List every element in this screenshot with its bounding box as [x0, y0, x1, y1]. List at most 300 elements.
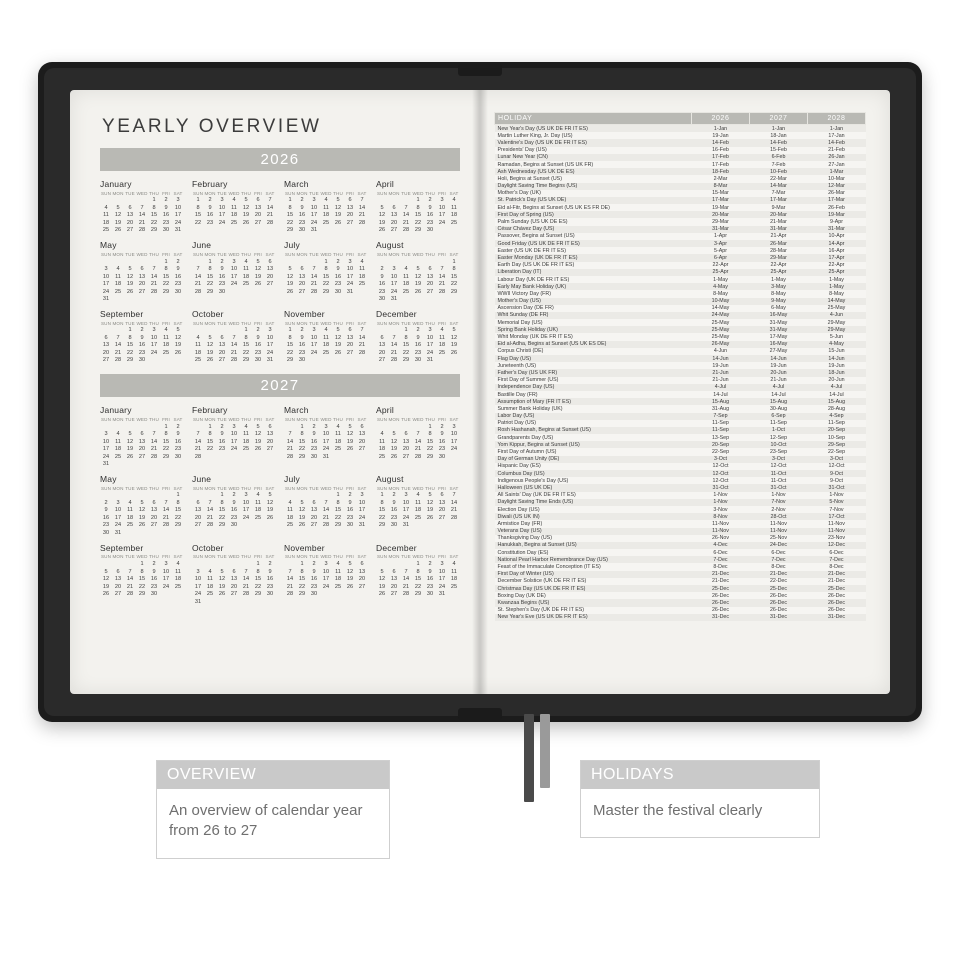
- weekday-label: FRI: [346, 416, 354, 422]
- holiday-date: 14-Jun: [692, 355, 750, 362]
- day-cell: 8: [416, 204, 420, 211]
- day-cell: 19: [218, 583, 226, 590]
- holiday-name: First Day of Autumn (US): [495, 448, 692, 455]
- day-cell: 19: [114, 219, 122, 226]
- day-cell: 12: [298, 507, 306, 514]
- day-cell: 29: [218, 522, 226, 529]
- holiday-name: Daylight Saving Time Ends (US): [495, 499, 692, 506]
- day-cell: 10: [230, 431, 238, 438]
- day-cell: 10: [230, 266, 238, 273]
- holiday-date: 25-Nov: [750, 535, 808, 542]
- months-grid: [100, 179, 460, 364]
- holiday-name: Ascension Day (DE FR): [495, 305, 692, 312]
- weekday-label: WED: [412, 554, 424, 560]
- day-cell: 11: [231, 204, 237, 211]
- day-cell: 29: [126, 357, 134, 364]
- weekday-label: FRI: [254, 190, 262, 196]
- holiday-date: 1-Jan: [808, 125, 866, 133]
- day-cell: 19: [298, 514, 306, 521]
- table-row: [495, 240, 866, 247]
- holiday-date: 25-Dec: [692, 585, 750, 592]
- day-cell: 16: [414, 342, 422, 349]
- day-cell: 2: [300, 327, 304, 334]
- table-header-row: [495, 113, 866, 125]
- holiday-date: 1-Jan: [692, 125, 750, 133]
- weekday-header: [376, 252, 460, 258]
- holiday-date: 3-Oct: [808, 456, 866, 463]
- day-cell: 5: [428, 492, 432, 499]
- day-cell: 22: [414, 219, 422, 226]
- holiday-date: 8-May: [692, 290, 750, 297]
- day-cell: 23: [150, 583, 158, 590]
- day-cell: 17: [322, 576, 330, 583]
- day-blank: [204, 327, 216, 334]
- day-cell: 24: [310, 219, 318, 226]
- day-cell: 13: [114, 576, 122, 583]
- day-cell: 13: [266, 431, 274, 438]
- holiday-date: 4-Jul: [692, 384, 750, 391]
- day-cell: 26: [206, 357, 214, 364]
- day-cell: 26: [450, 349, 458, 356]
- holiday-date: 4-Jul: [750, 384, 808, 391]
- holiday-name: Father's Day (US UK FR): [495, 369, 692, 376]
- day-cell: 28: [414, 453, 422, 460]
- holiday-date: 1-May: [808, 276, 866, 283]
- month-name: November: [284, 542, 325, 553]
- day-cell: 4: [288, 499, 292, 506]
- weekday-label: FRI: [346, 251, 354, 257]
- day-cell: 11: [287, 507, 293, 514]
- table-row: [495, 571, 866, 578]
- weekday-label: FRI: [438, 554, 446, 560]
- day-cell: 1: [288, 327, 292, 334]
- day-cell: 23: [218, 446, 226, 453]
- day-cell: 21: [358, 342, 366, 349]
- day-cell: 7: [404, 204, 408, 211]
- day-cell: 13: [402, 438, 410, 445]
- weekday-label: FRI: [162, 554, 170, 560]
- day-cell: 28: [358, 219, 366, 226]
- day-cell: 17: [162, 576, 170, 583]
- callout-holidays: [580, 760, 820, 838]
- table-row: [495, 535, 866, 542]
- day-cell: 14: [162, 507, 170, 514]
- weekday-label: TUE: [401, 190, 411, 196]
- day-cell: 20: [102, 349, 110, 356]
- day-cell: 22: [138, 583, 146, 590]
- callout-holidays-title: HOLIDAYS: [581, 761, 819, 789]
- day-cell: 18: [114, 281, 122, 288]
- day-cell: 1: [152, 197, 156, 204]
- day-blank: [216, 561, 228, 568]
- holiday-name: Ramadan, Begins at Sunset (US UK FR): [495, 161, 692, 168]
- day-cell: 11: [207, 576, 213, 583]
- day-grid: [192, 561, 276, 605]
- holiday-date: 17-Jan: [808, 132, 866, 139]
- holiday-date: 11-Nov: [692, 520, 750, 527]
- day-blank: [284, 259, 296, 266]
- holiday-date: 22-Dec: [750, 578, 808, 585]
- day-cell: 2: [220, 258, 224, 265]
- weekday-header: [376, 191, 460, 197]
- weekday-label: WED: [412, 485, 424, 491]
- day-cell: 10: [150, 334, 158, 341]
- day-cell: 15: [286, 342, 294, 349]
- day-cell: 1: [288, 197, 292, 204]
- day-cell: 3: [440, 197, 444, 204]
- day-cell: 3: [152, 327, 156, 334]
- day-cell: 29: [402, 357, 410, 364]
- holiday-date: 26-May: [692, 341, 750, 348]
- day-cell: 25: [322, 219, 330, 226]
- weekday-header: [192, 554, 276, 560]
- day-cell: 11: [415, 499, 421, 506]
- table-row: [495, 305, 866, 312]
- table-row: [495, 190, 866, 197]
- table-row: [495, 556, 866, 563]
- day-cell: 7: [128, 568, 132, 575]
- day-cell: 11: [335, 568, 341, 575]
- day-cell: 27: [138, 288, 146, 295]
- day-blank: [284, 492, 296, 499]
- holiday-date: 8-Dec: [750, 563, 808, 570]
- day-cell: 12: [114, 212, 122, 219]
- day-cell: 18: [242, 438, 250, 445]
- holiday-date: 22-Sep: [692, 448, 750, 455]
- day-cell: 22: [450, 281, 458, 288]
- day-cell: 24: [426, 349, 434, 356]
- day-cell: 1: [404, 327, 408, 334]
- day-blank: [136, 197, 148, 204]
- holiday-date: 15-Aug: [808, 398, 866, 405]
- month-name: April: [376, 179, 395, 189]
- day-cell: 16: [218, 273, 226, 280]
- table-row: [495, 139, 866, 146]
- day-cell: 21: [358, 212, 366, 219]
- holiday-date: 14-Jun: [808, 355, 866, 362]
- day-cell: 27: [358, 583, 366, 590]
- day-cell: 10: [310, 204, 318, 211]
- holiday-date: 1-May: [808, 283, 866, 290]
- holiday-date: 7-Nov: [808, 506, 866, 513]
- day-cell: 12: [390, 438, 398, 445]
- day-cell: 24: [114, 522, 122, 529]
- holiday-name: Eid al-Adha, Begins at Sunset (US UK ES DE): [495, 341, 692, 348]
- day-cell: 24: [230, 281, 238, 288]
- day-cell: 16: [298, 342, 306, 349]
- day-cell: 15: [378, 507, 386, 514]
- day-cell: 15: [138, 576, 146, 583]
- day-cell: 17: [102, 281, 110, 288]
- day-cell: 2: [164, 197, 168, 204]
- day-cell: 30: [414, 357, 422, 364]
- weekday-label: TUE: [217, 251, 227, 257]
- day-cell: 17: [114, 514, 122, 521]
- day-cell: 30: [298, 357, 306, 364]
- table-row: [495, 484, 866, 491]
- day-cell: 29: [242, 357, 250, 364]
- weekday-label: FRI: [162, 485, 170, 491]
- day-cell: 6: [128, 204, 132, 211]
- day-cell: 9: [164, 204, 168, 211]
- day-cell: 2: [312, 561, 316, 568]
- day-cell: 20: [346, 342, 354, 349]
- weekday-label: SAT: [173, 190, 183, 196]
- weekday-label: TUE: [309, 554, 319, 560]
- weekday-label: MON: [388, 554, 400, 560]
- weekday-header: [284, 554, 368, 560]
- day-grid: [376, 424, 460, 461]
- table-row: [495, 362, 866, 369]
- day-cell: 5: [220, 568, 224, 575]
- holiday-name: Hispanic Day (ES): [495, 463, 692, 470]
- weekday-label: MON: [204, 554, 216, 560]
- day-cell: 21: [150, 281, 158, 288]
- day-cell: 20: [390, 583, 398, 590]
- table-row: [495, 377, 866, 384]
- holiday-date: 13-Sep: [692, 434, 750, 441]
- day-cell: 1: [208, 258, 212, 265]
- day-cell: 23: [426, 219, 434, 226]
- day-cell: 8: [336, 499, 340, 506]
- day-cell: 22: [206, 446, 214, 453]
- holiday-date: 11-Nov: [692, 528, 750, 535]
- day-cell: 13: [126, 212, 134, 219]
- holiday-name: Christmas Day (US UK DE FR IT ES): [495, 585, 692, 592]
- day-cell: 30: [174, 453, 182, 460]
- day-cell: 8: [288, 334, 292, 341]
- weekday-label: THU: [241, 320, 251, 326]
- day-cell: 19: [126, 281, 134, 288]
- page-holidays: [480, 90, 890, 694]
- holiday-date: 12-Mar: [808, 183, 866, 190]
- day-cell: 26: [346, 583, 354, 590]
- callout-holidays-text: Master the festival clearly: [593, 802, 763, 819]
- month-name: December: [376, 309, 417, 320]
- day-blank: [412, 424, 424, 431]
- weekday-label: FRI: [162, 251, 170, 257]
- day-cell: 11: [115, 273, 121, 280]
- holiday-date: 11-Oct: [750, 470, 808, 477]
- day-cell: 28: [286, 453, 294, 460]
- holiday-date: 22-Mar: [750, 175, 808, 182]
- month-calendar: [284, 474, 368, 537]
- day-cell: 10: [114, 507, 122, 514]
- day-cell: 26: [378, 227, 386, 234]
- table-row: [495, 161, 866, 168]
- day-cell: 15: [218, 507, 226, 514]
- weekday-label: MON: [388, 416, 400, 422]
- day-cell: 8: [288, 204, 292, 211]
- day-cell: 3: [324, 561, 328, 568]
- day-cell: 1: [196, 197, 200, 204]
- day-cell: 31: [102, 461, 110, 468]
- day-blank: [376, 327, 388, 334]
- day-cell: 5: [104, 568, 108, 575]
- day-cell: 24: [358, 514, 366, 521]
- weekday-label: WED: [412, 190, 424, 196]
- day-cell: 16: [390, 507, 398, 514]
- day-cell: 17: [438, 212, 446, 219]
- day-cell: 6: [220, 334, 224, 341]
- day-cell: 5: [256, 423, 260, 430]
- day-cell: 19: [286, 281, 294, 288]
- day-cell: 30: [390, 522, 398, 529]
- weekday-label: SUN: [193, 320, 203, 326]
- holiday-name: Presidents' Day (US): [495, 147, 692, 154]
- holiday-date: 14-Jul: [808, 391, 866, 398]
- weekday-label: THU: [149, 554, 159, 560]
- table-row: [495, 226, 866, 233]
- weekday-label: TUE: [217, 554, 227, 560]
- month-name: May: [100, 240, 117, 251]
- table-row: [495, 154, 866, 161]
- day-cell: 15: [150, 212, 158, 219]
- weekday-label: SUN: [193, 416, 203, 422]
- table-row: [495, 470, 866, 477]
- weekday-label: FRI: [254, 320, 262, 326]
- day-cell: 21: [286, 446, 294, 453]
- holiday-date: 4-Jun: [692, 348, 750, 355]
- day-cell: 16: [334, 273, 342, 280]
- weekday-label: WED: [320, 320, 332, 326]
- day-cell: 1: [416, 561, 420, 568]
- day-cell: 19: [254, 438, 262, 445]
- day-cell: 27: [254, 219, 262, 226]
- day-cell: 2: [140, 327, 144, 334]
- day-cell: 15: [242, 342, 250, 349]
- holiday-date: 18-Jun: [808, 369, 866, 376]
- day-cell: 11: [335, 431, 341, 438]
- holiday-date: 16-Apr: [808, 247, 866, 254]
- day-cell: 12: [426, 499, 434, 506]
- holiday-date: 12-Dec: [808, 542, 866, 549]
- day-cell: 31: [174, 227, 182, 234]
- day-blank: [100, 492, 112, 499]
- day-cell: 19: [266, 507, 274, 514]
- holiday-name: Earth Day (US UK DE FR IT ES): [495, 262, 692, 269]
- month-calendar: [284, 405, 368, 468]
- day-cell: 1: [300, 423, 304, 430]
- holiday-date: 6-May: [750, 305, 808, 312]
- day-cell: 8: [164, 431, 168, 438]
- day-cell: 30: [162, 227, 170, 234]
- holiday-date: 29-Sep: [808, 441, 866, 448]
- day-cell: 16: [426, 212, 434, 219]
- day-cell: 7: [360, 197, 364, 204]
- day-cell: 18: [126, 514, 134, 521]
- holiday-date: 2-Mar: [692, 175, 750, 182]
- weekday-label: SUN: [377, 251, 387, 257]
- holiday-name: St. Patrick's Day (US UK DE): [495, 197, 692, 204]
- weekday-label: WED: [320, 416, 332, 422]
- day-grid: [376, 197, 460, 234]
- day-cell: 29: [298, 453, 306, 460]
- day-cell: 5: [244, 197, 248, 204]
- holiday-date: 7-Feb: [750, 161, 808, 168]
- day-cell: 27: [358, 446, 366, 453]
- table-row: [495, 477, 866, 484]
- holiday-date: 14-Jul: [750, 391, 808, 398]
- holiday-date: 3-Apr: [692, 240, 750, 247]
- day-cell: 15: [174, 507, 182, 514]
- day-blank: [136, 492, 148, 499]
- day-cell: 3: [324, 423, 328, 430]
- weekday-label: SAT: [265, 251, 275, 257]
- day-cell: 19: [102, 583, 110, 590]
- day-cell: 26: [126, 453, 134, 460]
- table-row: [495, 290, 866, 297]
- holiday-date: 18-Jan: [750, 132, 808, 139]
- weekday-label: SAT: [173, 251, 183, 257]
- holiday-name: Good Friday (US UK DE FR IT ES): [495, 240, 692, 247]
- day-cell: 8: [452, 266, 456, 273]
- day-cell: 3: [268, 327, 272, 334]
- day-cell: 25: [358, 281, 366, 288]
- holiday-date: 11-Oct: [750, 477, 808, 484]
- weekday-label: TUE: [401, 485, 411, 491]
- day-cell: 5: [268, 492, 272, 499]
- weekday-label: THU: [425, 190, 435, 196]
- day-cell: 27: [230, 591, 238, 598]
- day-cell: 5: [380, 568, 384, 575]
- day-cell: 26: [378, 591, 386, 598]
- day-cell: 14: [450, 499, 458, 506]
- weekday-label: TUE: [309, 251, 319, 257]
- day-cell: 9: [176, 431, 180, 438]
- holiday-name: Easter Monday (UK DE FR IT ES): [495, 254, 692, 261]
- day-cell: 21: [266, 212, 274, 219]
- day-cell: 1: [128, 327, 132, 334]
- holiday-name: Diwali (US UK IN): [495, 513, 692, 520]
- weekday-label: SAT: [265, 416, 275, 422]
- day-cell: 10: [322, 431, 330, 438]
- weekday-label: TUE: [125, 251, 135, 257]
- day-cell: 23: [218, 281, 226, 288]
- month-calendar: [376, 309, 460, 364]
- month-calendar: [284, 240, 368, 303]
- day-cell: 21: [402, 219, 410, 226]
- weekday-label: SAT: [265, 320, 275, 326]
- table-row: [495, 218, 866, 225]
- day-cell: 2: [176, 258, 180, 265]
- day-cell: 11: [359, 266, 365, 273]
- holiday-date: 16-May: [750, 312, 808, 319]
- day-cell: 24: [390, 288, 398, 295]
- holiday-name: Palm Sunday (US UK DE ES): [495, 218, 692, 225]
- day-cell: 9: [312, 431, 316, 438]
- day-cell: 10: [438, 204, 446, 211]
- day-cell: 13: [218, 342, 226, 349]
- holiday-date: 26-Dec: [692, 607, 750, 614]
- holiday-date: 21-Jun: [692, 377, 750, 384]
- weekday-label: THU: [149, 320, 159, 326]
- bookmark-ribbon-dark: [524, 714, 534, 802]
- holiday-date: 1-Oct: [750, 427, 808, 434]
- weekday-label: THU: [149, 251, 159, 257]
- month-calendar: [100, 543, 184, 606]
- holiday-date: 31-May: [750, 326, 808, 333]
- holiday-date: 16-Feb: [692, 147, 750, 154]
- day-cell: 29: [162, 288, 170, 295]
- day-cell: 18: [254, 507, 262, 514]
- table-row: [495, 563, 866, 570]
- day-cell: 22: [242, 349, 250, 356]
- holiday-name: Thanksgiving Day (US): [495, 535, 692, 542]
- day-cell: 13: [230, 576, 238, 583]
- holiday-date: 21-Dec: [808, 571, 866, 578]
- holiday-date: 25-Dec: [750, 585, 808, 592]
